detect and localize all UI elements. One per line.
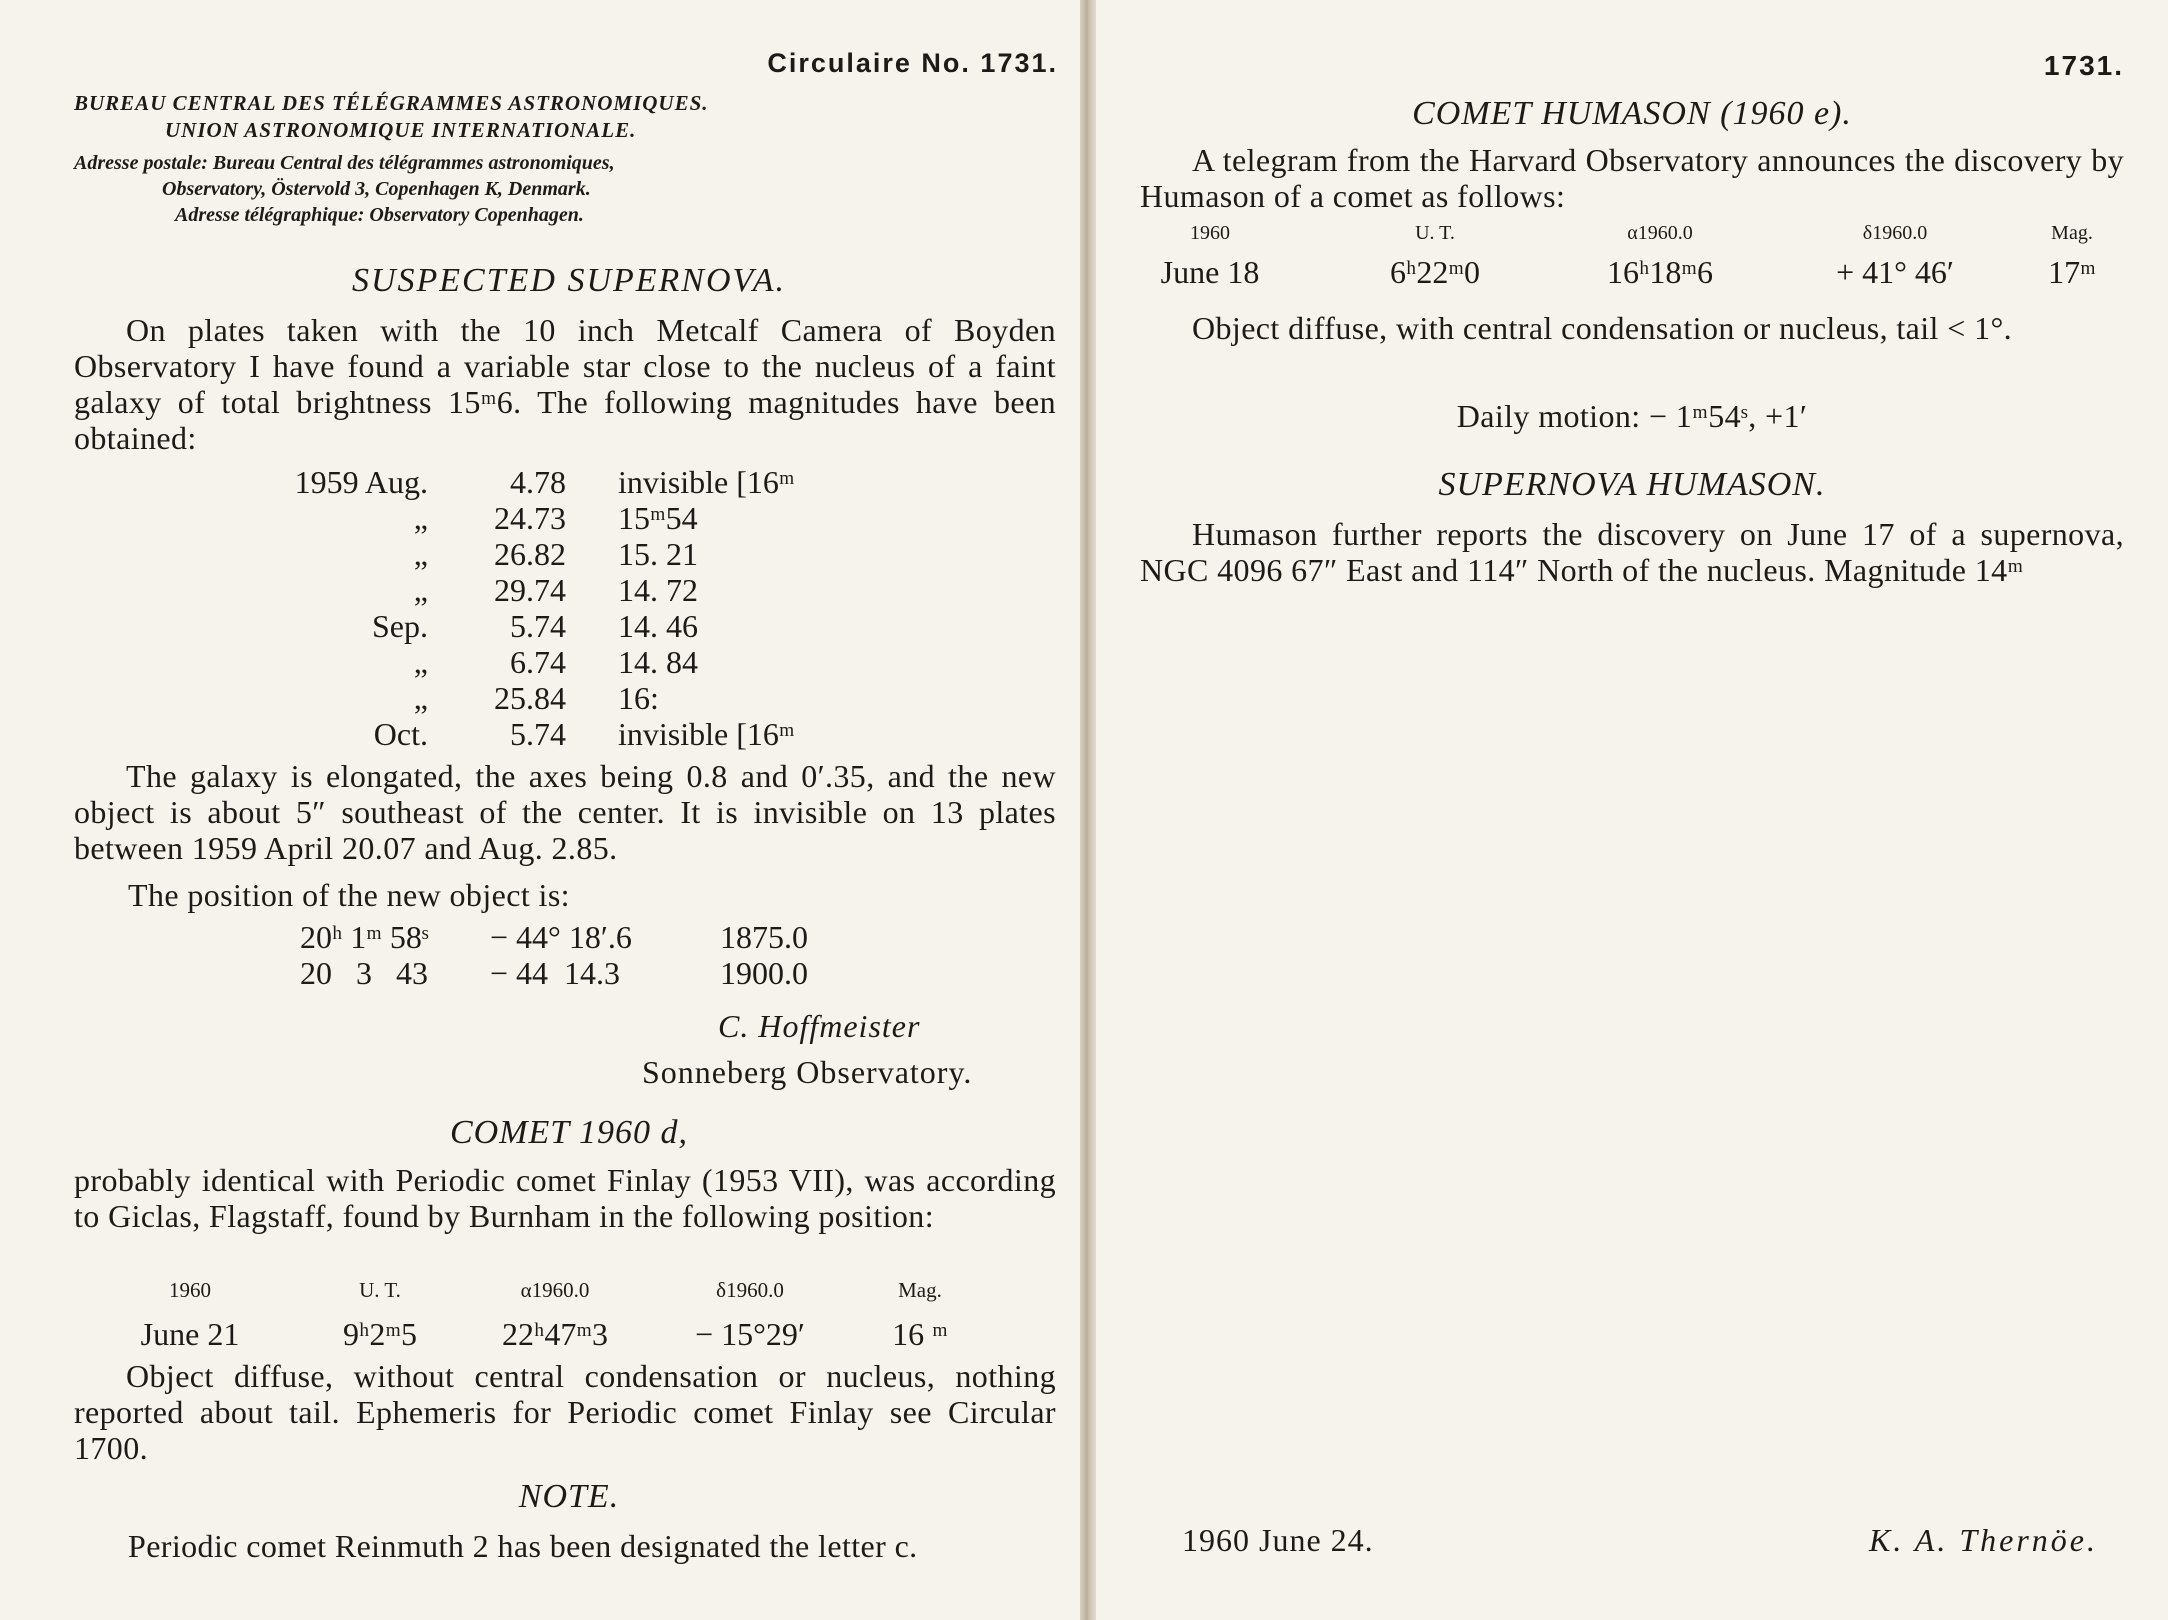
suspected-supernova-title: SUSPECTED SUPERNOVA. — [351, 262, 787, 299]
observation-header: δ1960.0 — [1862, 222, 1928, 244]
comet-humason-description: Object diffuse, with central condensation or nucleus, tail < 1°. — [1192, 310, 2013, 346]
bureau-line-5: Adresse télégraphique: Observatory Copenhagen. — [175, 204, 584, 226]
magnitude-mag: invisible [16ᵐ — [618, 716, 795, 752]
observation-header: U. T. — [1415, 222, 1455, 244]
magnitude-day: 4.78 — [510, 464, 566, 500]
comet-humason-paragraph: A telegram from the Harvard Observatory announces the discovery by Humason of a comet as follows: — [1140, 142, 2124, 214]
observation-value: June 21 — [140, 1316, 240, 1352]
position-ra: 20ʰ 1ᵐ 58ˢ — [300, 919, 429, 955]
sonneberg-observatory: Sonneberg Observatory. — [642, 1054, 973, 1090]
magnitude-day: 29.74 — [494, 572, 566, 608]
position-dec: − 44 14.3 — [490, 955, 621, 991]
observation-value: 16 ᵐ — [892, 1316, 948, 1352]
magnitude-row — [268, 536, 878, 572]
magnitude-month: Sep. — [372, 608, 428, 644]
magnitude-row — [268, 464, 878, 500]
observation-header: 1960 — [169, 1278, 211, 1302]
magnitude-row — [268, 608, 878, 644]
bureau-line-2: UNION ASTRONOMIQUE INTERNATIONALE. — [165, 118, 637, 142]
comet-1960d-paragraph: probably identical with Periodic comet Finlay (1953 VII), was according to Giclas, Flagstaff, found by Burnham in the following position: — [74, 1162, 1056, 1234]
observation-header: α1960.0 — [520, 1278, 590, 1302]
magnitude-row — [268, 644, 878, 680]
observation-header: Mag. — [898, 1278, 942, 1302]
magnitude-row — [268, 680, 878, 716]
comet-1960d-observation — [120, 1278, 990, 1360]
magnitude-day: 26.82 — [494, 536, 566, 572]
position-intro: The position of the new object is: — [128, 877, 570, 913]
magnitude-month: „ — [413, 680, 428, 716]
circular-date: 1960 June 24. — [1182, 1522, 1374, 1558]
magnitude-month: „ — [413, 536, 428, 572]
magnitude-row — [268, 500, 878, 536]
hoffmeister-signature: C. Hoffmeister — [718, 1008, 921, 1044]
observation-value: 6ʰ22ᵐ0 — [1390, 254, 1480, 290]
position-row — [300, 955, 860, 991]
circular-header: Circulaire No. 1731. — [767, 48, 1058, 78]
magnitude-row — [268, 572, 878, 608]
magnitude-mag: 15. 21 — [618, 536, 698, 572]
magnitude-day: 24.73 — [494, 500, 566, 536]
comet-1960d-title: COMET 1960 d, — [449, 1114, 689, 1151]
supernova-humason-title: SUPERNOVA HUMASON. — [1438, 466, 1826, 503]
observation-value: + 41° 46′ — [1836, 254, 1954, 290]
magnitude-mag: 16: — [618, 680, 659, 716]
magnitude-day: 6.74 — [510, 644, 566, 680]
magnitude-mag: invisible [16ᵐ — [618, 464, 795, 500]
bureau-line-4: Observatory, Östervold 3, Copenhagen K, Denmark. — [162, 178, 591, 200]
magnitude-row — [268, 716, 878, 752]
circular-number-header: 1731. — [2043, 50, 2124, 81]
observation-value: June 18 — [1160, 254, 1260, 290]
position-table — [300, 919, 860, 991]
position-epoch: 1900.0 — [720, 955, 808, 991]
magnitude-month: „ — [413, 572, 428, 608]
supernova-paragraph: On plates taken with the 10 inch Metcalf Camera of Boyden Observatory I have found a variable star close to the nucleus of a faint galaxy of total brightness 15ᵐ6. The following magnitudes have been obtained: — [74, 312, 1056, 456]
galaxy-paragraph: The galaxy is elongated, the axes being 0.8 and 0′.35, and the new object is about 5″ southeast of the center. It is invisible on 13 plates between 1959 April 20.07 and Aug. 2.85. — [74, 758, 1056, 866]
observation-value: 17ᵐ — [2048, 254, 2096, 290]
magnitude-day: 25.84 — [494, 680, 566, 716]
note-title: NOTE. — [518, 1478, 620, 1515]
magnitude-day: 5.74 — [510, 608, 566, 644]
position-epoch: 1875.0 — [720, 919, 808, 955]
observation-value: − 15°29′ — [695, 1316, 805, 1352]
right-page — [1096, 0, 2168, 1620]
observation-value: 16ʰ18ᵐ6 — [1607, 254, 1713, 290]
comet-humason-observation — [1140, 222, 2124, 298]
position-dec: − 44° 18′.6 — [490, 919, 632, 955]
observation-value: 22ʰ47ᵐ3 — [502, 1316, 608, 1352]
magnitude-table — [268, 464, 878, 752]
thernoe-signature: K. A. Thernöe. — [1869, 1522, 2098, 1558]
daily-motion: Daily motion: − 1ᵐ54ˢ, +1′ — [1456, 398, 1808, 434]
position-row — [300, 919, 860, 955]
position-ra: 20 3 43 — [300, 955, 428, 991]
left-page — [0, 0, 1080, 1620]
magnitude-mag: 14. 84 — [618, 644, 698, 680]
magnitude-mag: 15ᵐ54 — [618, 500, 698, 536]
comet-1960d-description: Object diffuse, without central condensation or nucleus, nothing reported about tail. Ephemeris for Periodic comet Finlay see Circular 1700. — [74, 1358, 1056, 1466]
observation-header: Mag. — [2051, 222, 2093, 244]
note-text: Periodic comet Reinmuth 2 has been designated the letter c. — [128, 1528, 918, 1564]
observation-header: U. T. — [359, 1278, 401, 1302]
magnitude-month: Oct. — [373, 716, 428, 752]
magnitude-month: „ — [413, 644, 428, 680]
magnitude-day: 5.74 — [510, 716, 566, 752]
supernova-humason-text: Humason further reports the discovery on June 17 of a supernova, NGC 4096 67″ East and 114″ North of the nucleus. Magnitude 14ᵐ — [1140, 516, 2124, 588]
book-gutter — [1080, 0, 1096, 1620]
observation-header: δ1960.0 — [716, 1278, 784, 1302]
magnitude-mag: 14. 72 — [618, 572, 698, 608]
bureau-line-3: Adresse postale: Bureau Central des télégrammes astronomiques, — [74, 152, 615, 174]
magnitude-month: „ — [413, 500, 428, 536]
magnitude-mag: 14. 46 — [618, 608, 698, 644]
bureau-line-1: BUREAU CENTRAL DES TÉLÉGRAMMES ASTRONOMIQUES. — [74, 91, 709, 115]
observation-value: 9ʰ2ᵐ5 — [343, 1316, 417, 1352]
magnitude-month: 1959 Aug. — [294, 464, 428, 500]
comet-humason-title: COMET HUMASON (1960 e). — [1412, 95, 1852, 132]
observation-header: α1960.0 — [1627, 222, 1693, 244]
observation-header: 1960 — [1190, 222, 1230, 244]
